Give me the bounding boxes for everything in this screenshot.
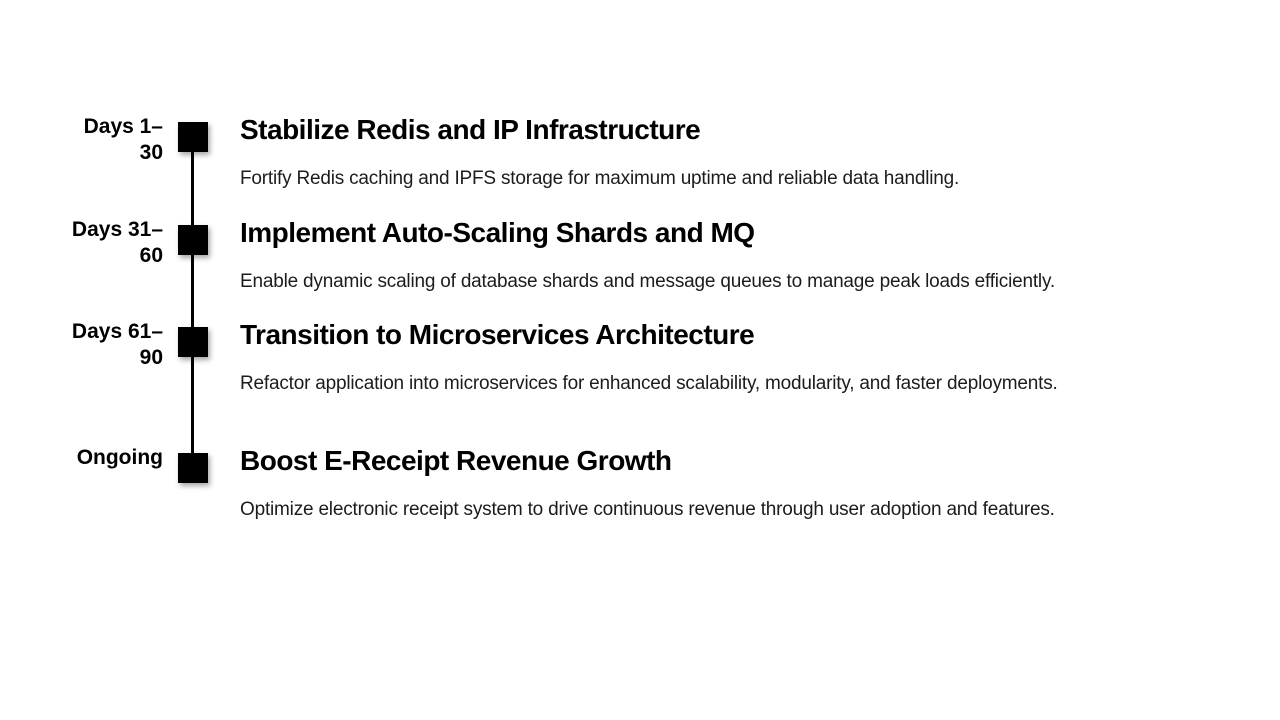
milestone-square-marker bbox=[178, 122, 208, 152]
milestone-period-label: Days 31–60 bbox=[71, 218, 163, 267]
milestone-title: Implement Auto-Scaling Shards and MQ bbox=[240, 217, 755, 248]
milestone-row bbox=[0, 113, 1280, 208]
milestone-description: Fortify Redis caching and IPFS storage for maximum uptime and reliable data handling. bbox=[240, 168, 960, 189]
milestone-title: Boost E-Receipt Revenue Growth bbox=[240, 445, 672, 476]
milestone-period-label: Days 1–30 bbox=[83, 115, 163, 164]
milestone-title: Stabilize Redis and IP Infrastructure bbox=[240, 114, 701, 145]
milestone-description: Optimize electronic receipt system to drive continuous revenue through user adoption and features. bbox=[240, 499, 1055, 520]
milestone-period-label: Ongoing bbox=[76, 446, 163, 469]
milestone-row bbox=[0, 318, 1280, 413]
milestone-title: Transition to Microservices Architecture bbox=[240, 319, 755, 350]
milestone-square-marker bbox=[178, 225, 208, 255]
milestone-description: Enable dynamic scaling of database shards and message queues to manage peak loads efficiently. bbox=[240, 271, 1055, 292]
milestone-row bbox=[0, 444, 1280, 539]
milestone-square-marker bbox=[178, 327, 208, 357]
milestone-row bbox=[0, 216, 1280, 311]
milestone-period-label: Days 61–90 bbox=[71, 320, 163, 369]
milestone-description: Refactor application into microservices for enhanced scalability, modularity, and faster deployments. bbox=[240, 373, 1058, 394]
milestone-square-marker bbox=[178, 453, 208, 483]
